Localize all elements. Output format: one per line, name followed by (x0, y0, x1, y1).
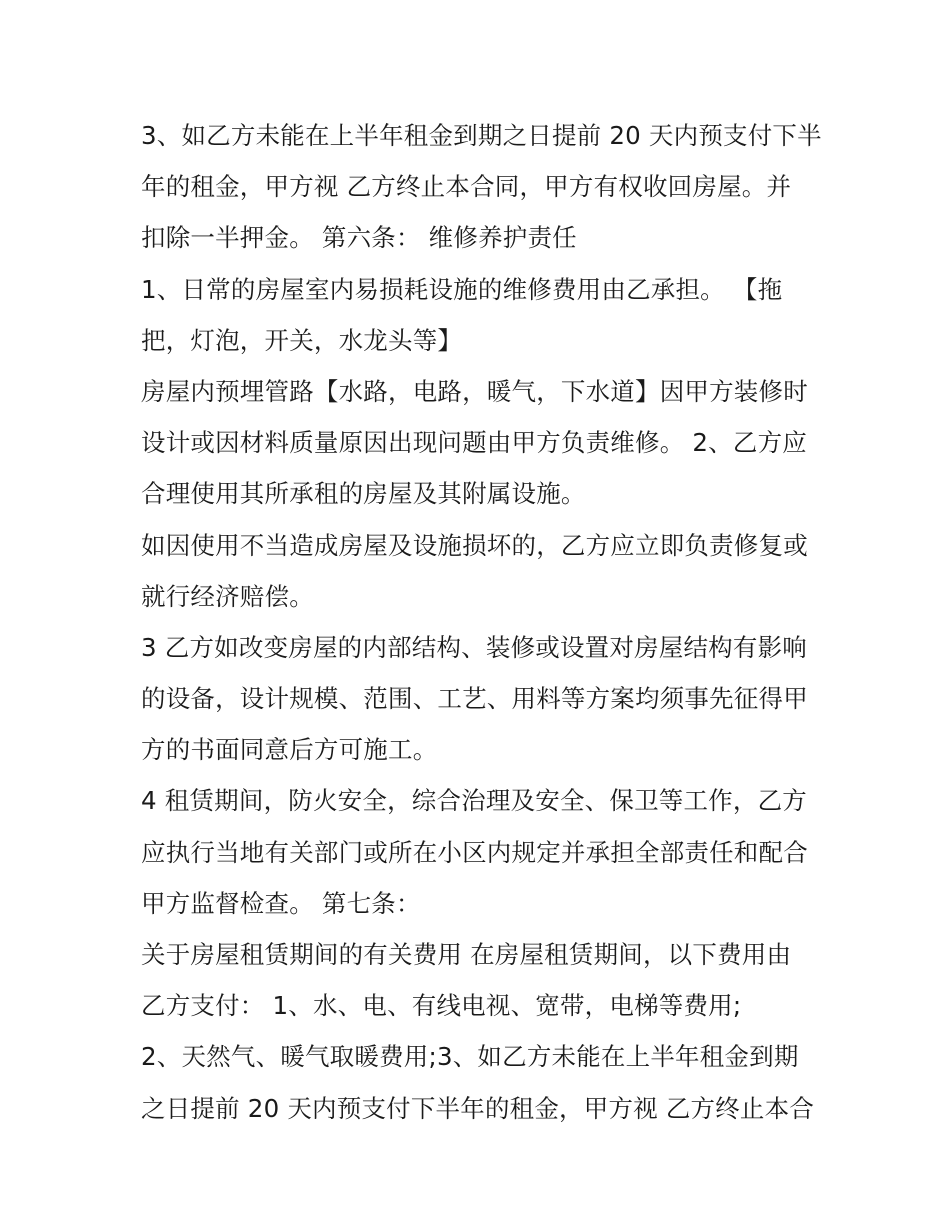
text-line: 就行经济赔偿。 (141, 581, 314, 611)
text-line: 3、如乙方未能在上半年租金到期之日提前 20 天内预支付下半 (141, 121, 822, 150)
text-line: 之日提前 20 天内预支付下半年的租金，甲方视 乙方终止本合 (141, 1093, 815, 1123)
text-line: 应执行当地有关部门或所在小区内规定并承担全部责任和配合 (141, 837, 808, 867)
text-line: 关于房屋租赁期间的有关费用 在房屋租赁期间，以下费用由 (141, 940, 792, 969)
text-line: 房屋内预埋管路【水路，电路，暖气，下水道】因甲方装修时 (141, 376, 808, 406)
text-line: 如因使用不当造成房屋及设施损坏的，乙方应立即负责修复或 (141, 530, 808, 560)
text-line: 甲方监督检查。 第七条： (141, 888, 421, 918)
text-line: 1、日常的房屋室内易损耗设施的维修费用由乙承担。 【拖 (141, 274, 783, 304)
text-line: 年的租金，甲方视 乙方终止本合同，甲方有权收回房屋。并 (141, 172, 792, 202)
text-line: 2、天然气、暖气取暖费用;3、如乙方未能在上半年租金到期 (141, 1042, 799, 1072)
body-text (141, 110, 821, 1134)
text-line: 4 租赁期间，防火安全，综合治理及安全、保卫等工作，乙方 (141, 786, 807, 816)
text-line: 设计或因材料质量原因出现问题由甲方负责维修。 2、乙方应 (141, 428, 807, 458)
text-line: 3 乙方如改变房屋的内部结构、装修或设置对房屋结构有影响 (141, 632, 807, 662)
text-line: 合理使用其所承租的房屋及其附属设施。 (141, 479, 586, 509)
text-line: 的设备，设计规模、范围、工艺、用料等方案均须事先征得甲 (141, 684, 808, 714)
text-line: 把，灯泡，开关，水龙头等】 (141, 325, 463, 355)
text-line: 方的书面同意后方可施工。 (141, 735, 438, 765)
text-line: 乙方支付： 1、水、电、有线电视、宽带，电梯等费用; (141, 991, 742, 1021)
text-line: 扣除一半押金。 第六条： 维修养护责任 (141, 223, 577, 253)
